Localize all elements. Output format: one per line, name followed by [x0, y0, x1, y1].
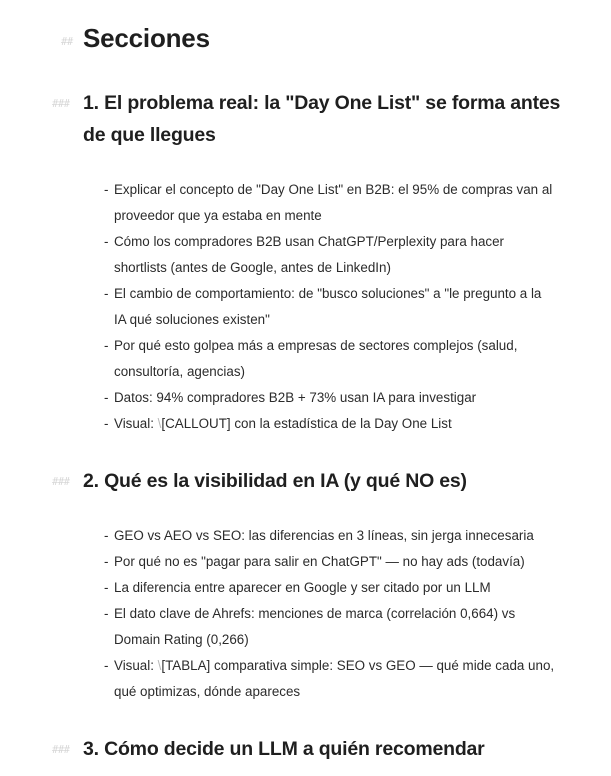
list-item: [104, 177, 584, 229]
list-item-text: Cómo los compradores B2B usan ChatGPT/Perplexity para hacer: [114, 234, 504, 249]
section-heading-line: de que llegues: [83, 124, 216, 146]
list-item-text: Por qué no es "pagar para salir en ChatGPT" — no hay ads (todavía): [114, 554, 525, 569]
list-item-text: proveedor que ya estaba en mente: [114, 208, 322, 223]
escape-char: \: [157, 658, 162, 673]
section-2-list: [104, 523, 584, 705]
list-item-text: IA qué soluciones existen": [114, 312, 270, 327]
bullet-dash: -: [104, 390, 109, 405]
list-item-text: qué optimizas, dónde apareces: [114, 684, 301, 699]
heading-marker: ###: [52, 476, 70, 488]
list-item-text: El dato clave de Ahrefs: menciones de marca (correlación 0,664) vs: [114, 606, 516, 621]
bullet-dash: -: [104, 528, 109, 543]
section-heading-3: 3. Cómo decide un LLM a quién recomendar: [83, 738, 485, 760]
heading-marker: ###: [52, 744, 70, 756]
visual-prefix: Visual:: [114, 416, 158, 431]
bullet-dash: -: [104, 286, 109, 301]
section-heading-1: [83, 87, 583, 151]
bullet-dash: -: [104, 554, 109, 569]
list-item: [104, 549, 584, 575]
heading-marker: ##: [61, 36, 73, 48]
page-title: Secciones: [83, 23, 210, 53]
list-item: [104, 523, 584, 549]
section-1-list: [104, 177, 584, 437]
bullet-dash: -: [104, 606, 109, 621]
list-item-text: [CALLOUT] con la estadística de la Day One List: [161, 416, 452, 431]
escape-char: \: [157, 416, 162, 431]
heading-marker: ###: [52, 98, 70, 110]
list-item-text: El cambio de comportamiento: de "busco soluciones" a "le pregunto a la: [114, 286, 542, 301]
list-item-text: GEO vs AEO vs SEO: las diferencias en 3 líneas, sin jerga innecesaria: [114, 528, 534, 543]
list-item: [104, 281, 584, 333]
list-item-text: [TABLA] comparativa simple: SEO vs GEO — qué mide cada uno,: [161, 658, 555, 673]
list-item: [104, 385, 584, 411]
list-item-text: Explicar el concepto de "Day One List" en B2B: el 95% de compras van al: [114, 182, 553, 197]
list-item: [104, 411, 584, 437]
list-item: [104, 601, 584, 653]
list-item-text: La diferencia entre aparecer en Google y ser citado por un LLM: [114, 580, 491, 595]
section-heading-2: 2. Qué es la visibilidad en IA (y qué NO es): [83, 470, 467, 492]
bullet-dash: -: [104, 182, 109, 197]
section-heading-line: 1. El problema real: la "Day One List" se forma antes: [83, 92, 561, 114]
list-item-text: shortlists (antes de Google, antes de LinkedIn): [114, 260, 391, 275]
list-item-text: Datos: 94% compradores B2B + 73% usan IA para investigar: [114, 390, 477, 405]
list-item: [104, 333, 584, 385]
list-item: [104, 653, 584, 705]
list-item-text: Por qué esto golpea más a empresas de sectores complejos (salud,: [114, 338, 518, 353]
bullet-dash: -: [104, 234, 109, 249]
list-item-text: Domain Rating (0,266): [114, 632, 249, 647]
list-item: [104, 229, 584, 281]
visual-prefix: Visual:: [114, 658, 158, 673]
list-item: [104, 575, 584, 601]
bullet-dash: -: [104, 416, 109, 431]
bullet-dash: -: [104, 580, 109, 595]
bullet-dash: -: [104, 338, 109, 353]
list-item-text: consultoría, agencias): [114, 364, 246, 379]
bullet-dash: -: [104, 658, 109, 673]
